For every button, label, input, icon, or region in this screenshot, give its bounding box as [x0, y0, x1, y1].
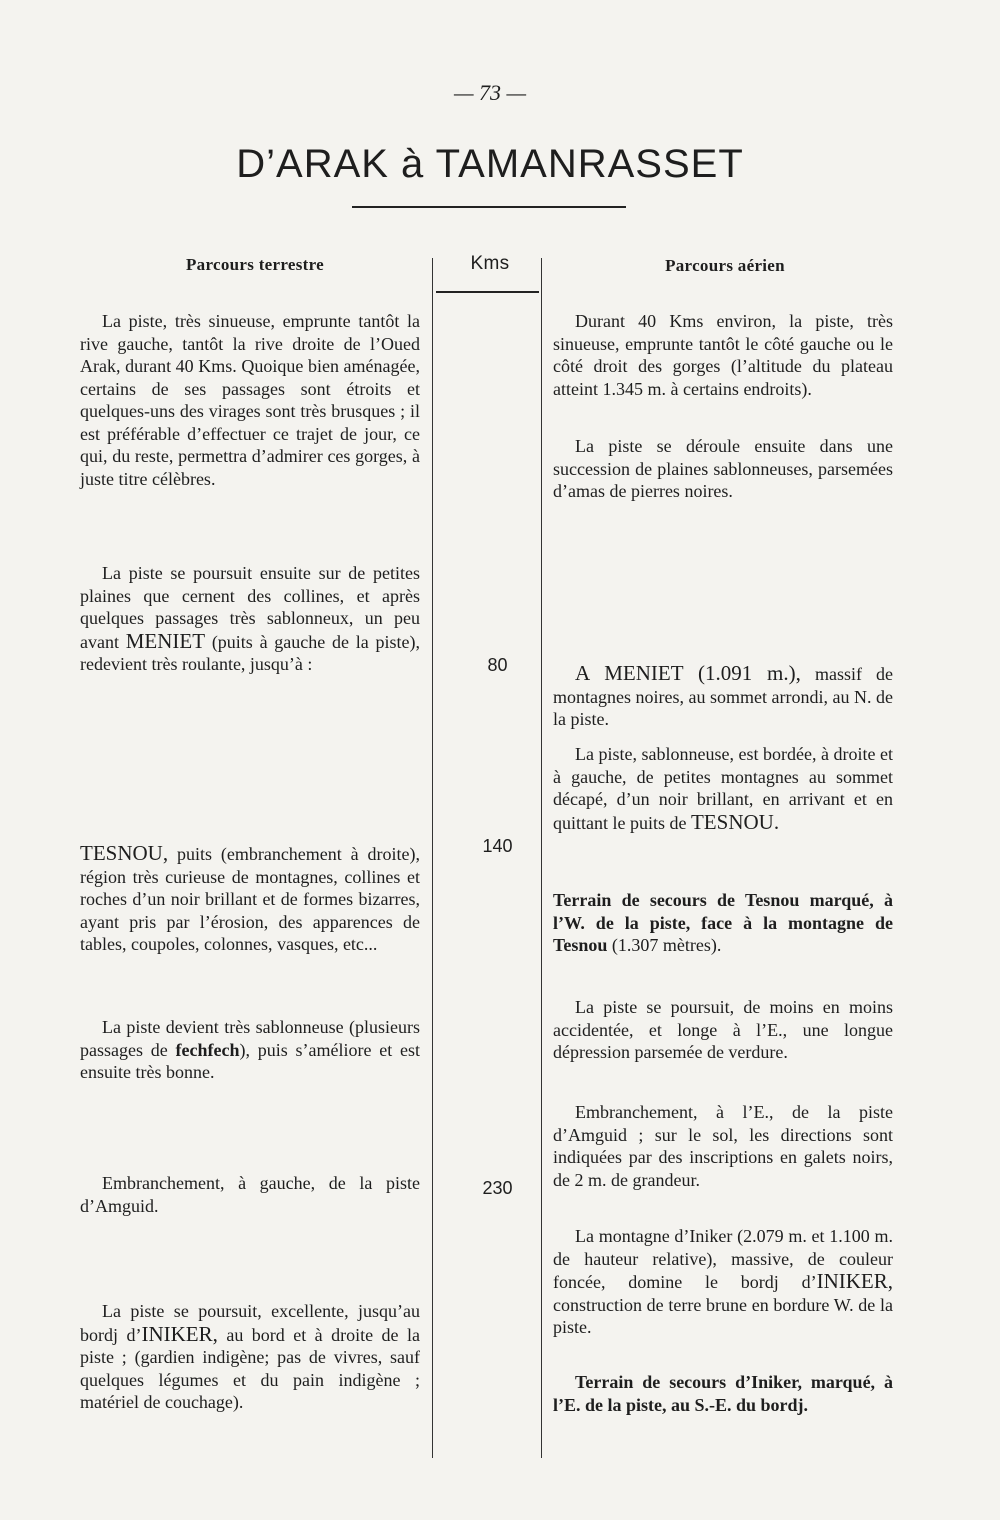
- km-value: 80: [487, 655, 508, 675]
- left-paragraph: La piste devient très sablonneuse (plusieurs passages de fechfech), puis s’améliore et est ensuite très bonne.: [80, 1017, 420, 1082]
- kms-header-rule: [436, 291, 539, 293]
- header-parcours-aerien: Parcours aérien: [665, 256, 785, 275]
- left-paragraph: La piste se poursuit, excellente, jusqu’au bordj d’INIKER, au bord et à droite de la piste ; (gardien indigène; pas de vivres, sauf quelques légumes et du pain indigène ; matériel de couchage).: [80, 1301, 420, 1412]
- right-paragraph: [553, 1371, 893, 1416]
- right-paragraph: Durant 40 Kms environ, la piste, très sinueuse, emprunte tantôt le côté gauche ou le côté droit des gorges (l’altitude du plateau atteint 1.345 m. à certains endroits).: [553, 311, 893, 399]
- right-paragraph: La piste se poursuit, de moins en moins accidentée, et longe à l’E., une longue dépression parsemée de verdure.: [553, 997, 893, 1062]
- right-paragraph: La montagne d’Iniker (2.079 m. et 1.100 m. de hauteur relative), massive, de couleur foncée, domine le bordj d’INIKER, construction de terre brune en bordure W. de la piste.: [553, 1226, 893, 1337]
- left-paragraph: TESNOU, puits (embranchement à droite), région très curieuse de montagnes, collines et roches d’un noir brillant et de formes bizarres, ayant pris par l’érosion, des apparences de tables, coupoles, colonnes, vasques, etc...: [80, 841, 420, 954]
- right-paragraph: A MENIET (1.091 m.), massif de montagnes noires, au sommet arrondi, au N. de la piste.: [553, 661, 894, 729]
- right-paragraph: La piste, sablonneuse, est bordée, à droite et à gauche, de petites montagnes au sommet décapé, d’un noir brillant, en arrivant et en quittant le puits de TESNOU.: [553, 744, 893, 834]
- place-name: INIKER,: [816, 1269, 893, 1293]
- emergency-field-note: Terrain de secours d’Iniker, marqué, à l’E. de la piste, au S.-E. du bordj.: [553, 1372, 893, 1415]
- header-parcours-terrestre: Parcours terrestre: [185, 255, 325, 274]
- place-name: INIKER,: [141, 1321, 218, 1346]
- right-paragraph: Embranchement, à l’E., de la piste d’Amguid ; sur le sol, les directions sont indiquées par des inscriptions en galets noirs, de 2 m. de grandeur.: [553, 1102, 893, 1190]
- title-underline: [352, 206, 626, 208]
- page-title: D’ARAK à TAMANRASSET: [236, 142, 744, 186]
- left-paragraph: La piste, très sinueuse, emprunte tantôt la rive gauche, tantôt la rive droite de l’Oued Arak, durant 40 Kms. Quoique bien aménagée, certains de ses passages sont étroits et quelques-uns des virages sont très brusques ; il est préférable d’effectuer ce trajet de jour, ce qui, du reste, permettra d’admirer ces gorges, à juste titre célèbres.: [80, 311, 420, 489]
- place-name: TESNOU.: [690, 809, 780, 834]
- km-value: 230: [482, 1178, 513, 1198]
- left-paragraph: Embranchement, à gauche, de la piste d’Amguid.: [80, 1173, 420, 1216]
- column-divider-left: [432, 258, 433, 1458]
- place-name: TESNOU,: [80, 841, 169, 865]
- right-paragraph: Terrain de secours de Tesnou marqué, à l’W. de la piste, face à la montagne de Tesnou (1.307 mètres).: [553, 890, 893, 955]
- page-number: — 73 —: [453, 80, 527, 105]
- km-value: 140: [482, 836, 513, 856]
- bold-term: fechfech: [175, 1039, 240, 1060]
- right-paragraph: La piste se déroule ensuite dans une succession de plaines sablonneuses, parsemées d’amas de pierres noires.: [553, 436, 893, 501]
- header-kms: Kms: [470, 253, 510, 274]
- place-name: MENIET (1.091 m.),: [604, 661, 801, 685]
- emergency-field-note: Terrain de secours de Tesnou marqué, à l’W. de la piste, face à la montagne de Tesnou: [553, 890, 893, 955]
- place-name: MENIET: [125, 628, 206, 653]
- column-divider-right: [541, 258, 542, 1458]
- left-paragraph: La piste se poursuit ensuite sur de petites plaines que cernent des collines, et après quelques passages très sablonneux, un peu avant MENIET (puits à gauche de la piste), redevient très roulante, jusqu’à :: [80, 563, 420, 674]
